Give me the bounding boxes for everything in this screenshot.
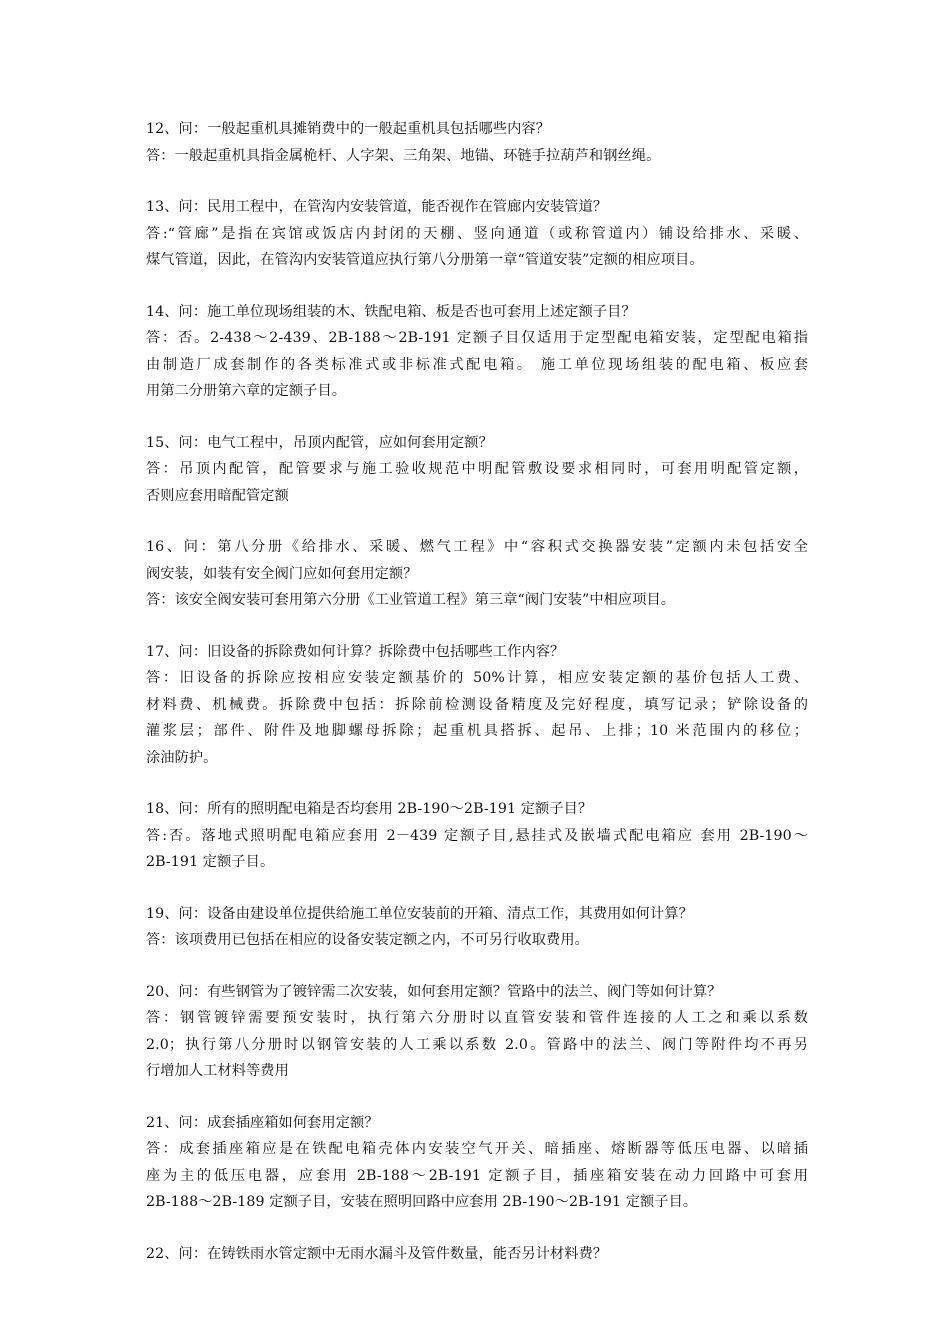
qa-item-18 bbox=[146, 796, 808, 876]
answer-line: 由制造厂成套制作的各类标准式或非标准式配电箱。 施工单位现场组装的配电箱、板应套 bbox=[146, 356, 808, 373]
question-text: 17、问：旧设备的拆除费如何计算？拆除费中包括哪些工作内容？ bbox=[146, 643, 565, 660]
answer-line: 否则应套用暗配管定额 bbox=[146, 487, 289, 504]
answer-line: 灌浆层；部件、附件及地脚螺母拆除；起重机具搭拆、起吊、上排；10 米范围内的移位； bbox=[146, 723, 808, 739]
question-text: 22、问：在铸铁雨水管定额中无雨水漏斗及管件数量，能否另计材料费？ bbox=[146, 1245, 608, 1262]
answer-line: 行增加人工材料等费用 bbox=[146, 1063, 289, 1079]
answer-line: 答：旧设备的拆除应按相应安装定额基价的 50%计算，相应安装定额的基价包括人工费、 bbox=[146, 670, 808, 686]
answer-line: 答：该安全阀安装可套用第六分册《工业管道工程》第三章“阀门安装”中相应项目。 bbox=[146, 592, 676, 608]
qa-item-13 bbox=[146, 194, 808, 274]
qa-item-19 bbox=[146, 901, 808, 954]
qa-list bbox=[146, 116, 808, 1292]
answer-line: 答：成套插座箱应是在铁配电箱壳体内安装空气开关、暗插座、熔断器等低压电器、以暗插 bbox=[146, 1141, 808, 1157]
answer-line: 答:“管廊”是指在宾馆或饭店内封闭的天棚、竖向通道（或称管道内）铺设给排水、采暖、 bbox=[146, 225, 808, 242]
answer-line: 2B-188～2B-189 定额子目，安装在照明回路中应套用 2B-190～2B-191 定额子目。 bbox=[146, 1194, 698, 1210]
qa-item-12 bbox=[146, 116, 808, 169]
question-text: 21、问：成套插座箱如何套用定额？ bbox=[146, 1114, 379, 1131]
qa-item-17 bbox=[146, 639, 808, 772]
question-text: 18、问：所有的照明配电箱是否均套用 2B-190～2B-191 定额子目？ bbox=[146, 801, 593, 817]
question-text: 20、问：有些钢管为了镀锌需二次安装，如何套用定额？管路中的法兰、阀门等如何计算？ bbox=[146, 983, 722, 1000]
answer-line: 用第二分册第六章的定额子目。 bbox=[146, 383, 347, 399]
question-text: 13、问：民用工程中，在管沟内安装管道，能否视作在管廊内安装管道？ bbox=[146, 199, 608, 215]
qa-item-20 bbox=[146, 979, 808, 1085]
qa-item-21 bbox=[146, 1110, 808, 1216]
qa-item-16 bbox=[146, 534, 808, 614]
qa-item-22 bbox=[146, 1241, 808, 1268]
answer-line: 答：吊顶内配管，配管要求与施工验收规范中明配管敷设要求相同时，可套用明配管定额， bbox=[146, 461, 808, 477]
answer-line: 2.0；执行第八分册时以钢管安装的人工乘以系数 2.0。管路中的法兰、阀门等附件均不再另 bbox=[146, 1036, 808, 1053]
question-text: 16、问：第八分册《给排水、采暖、燃气工程》中“容积式交换器安装”定额内未包括安全 bbox=[146, 539, 808, 555]
answer-line: 涂油防护。 bbox=[146, 749, 218, 766]
question-text: 12、问：一般起重机具摊销费中的一般起重机具包括哪些内容？ bbox=[146, 121, 551, 137]
answer-line: 座为主的低压电器，应套用 2B-188～2B-191 定额子目，插座箱安装在动力回路中可套用 bbox=[146, 1167, 808, 1184]
answer-line: 材料费、机械费。拆除费中包括：拆除前检测设备精度及完好程度，填写记录；铲除设备的 bbox=[146, 696, 808, 713]
answer-line: 答：否。2-438～2-439、2B-188～2B-191 定额子目仅适用于定型配电箱安装，定型配电箱指 bbox=[146, 330, 808, 346]
answer-line: 答：该项费用已包括在相应的设备安装定额之内，不可另行收取费用。 bbox=[146, 932, 589, 948]
answer-line: 煤气管道，因此，在管沟内安装管道应执行第八分册第一章“管道安装”定额的相应项目。 bbox=[146, 252, 704, 268]
answer-line: 答:否。落地式照明配电箱应套用 2－439 定额子目,悬挂式及嵌墙式配电箱应 套用 2B-190～ bbox=[146, 827, 808, 844]
question-text: 19、问：设备由建设单位提供给施工单位安装前的开箱、清点工作，其费用如何计算？ bbox=[146, 905, 693, 922]
question-text-continued: 阀安装，如装有安全阀门应如何套用定额？ bbox=[146, 565, 418, 582]
answer-line: 2B-191 定额子目。 bbox=[146, 854, 275, 870]
qa-item-15 bbox=[146, 430, 808, 510]
qa-item-14 bbox=[146, 299, 808, 405]
answer-line: 答：一般起重机具指金属桅杆、人字架、三角架、地锚、环链手拉葫芦和钢丝绳。 bbox=[146, 147, 661, 164]
question-text: 14、问：施工单位现场组装的木、铁配电箱、板是否也可套用上述定额子目？ bbox=[146, 303, 636, 320]
question-text: 15、问：电气工程中，吊顶内配管，应如何套用定额？ bbox=[146, 434, 493, 451]
answer-line: 答：钢管镀锌需要预安装时，执行第六分册时以直管安装和管件连接的人工之和乘以系数 bbox=[146, 1010, 808, 1026]
